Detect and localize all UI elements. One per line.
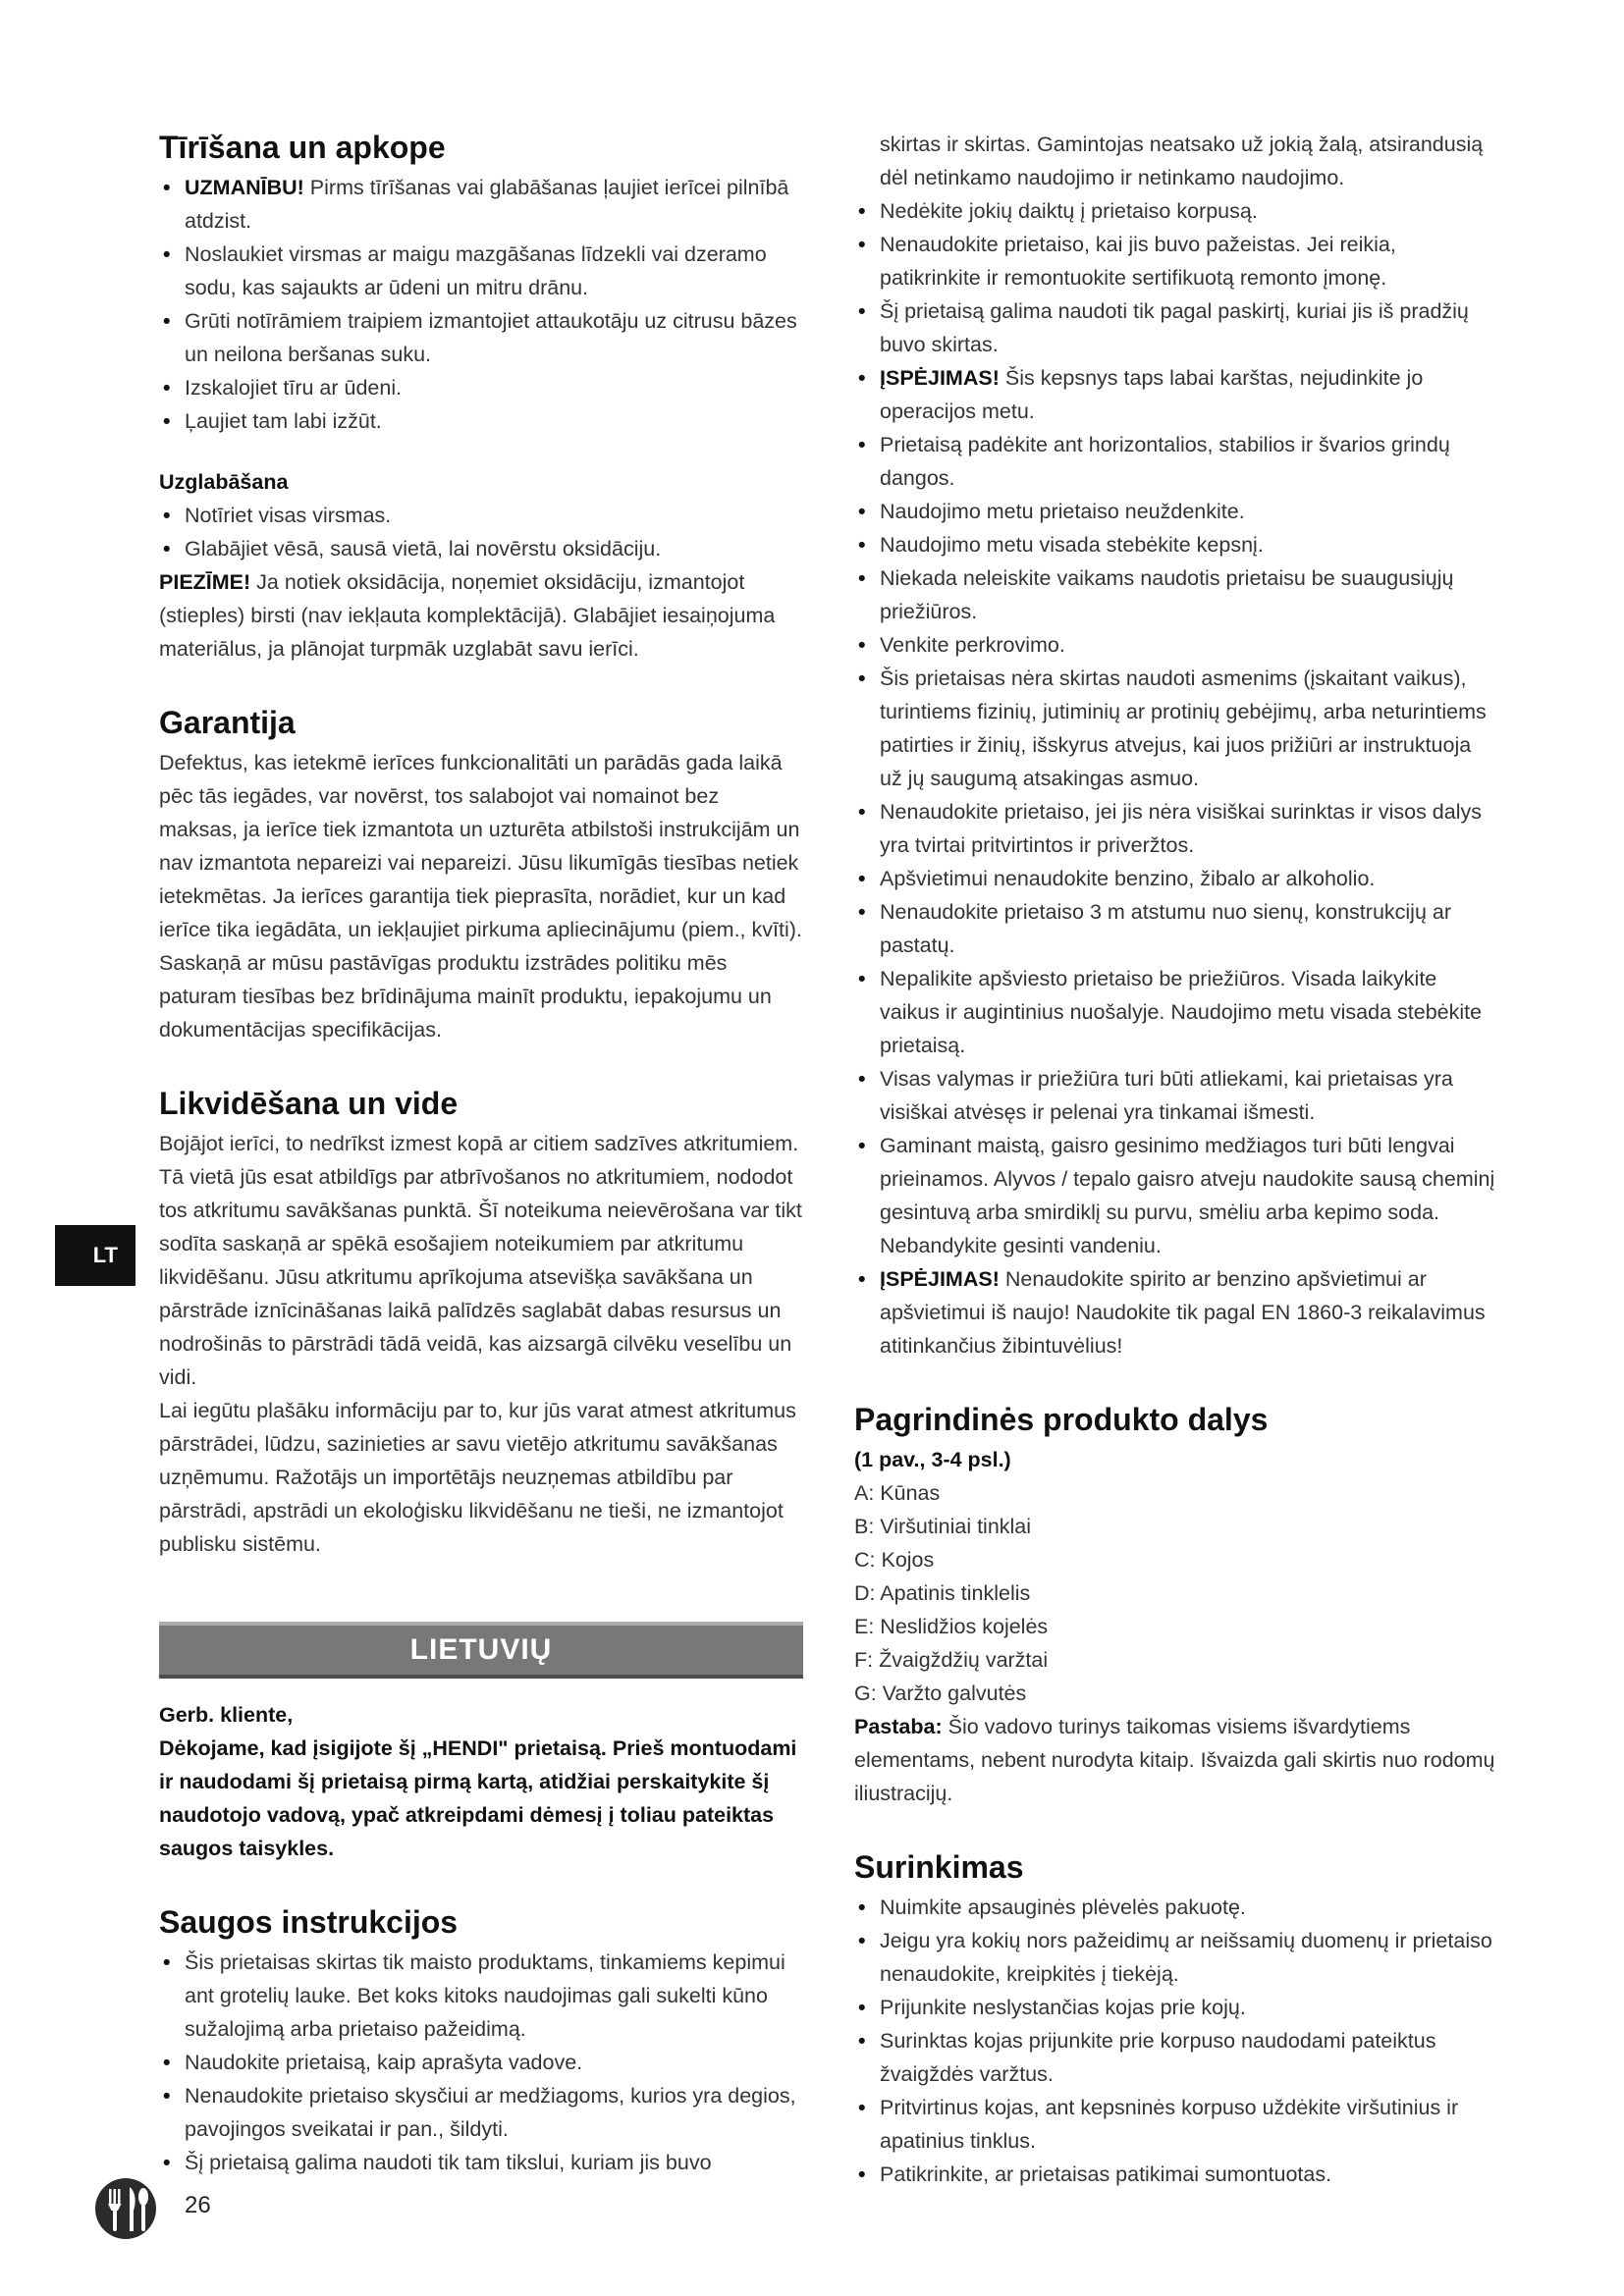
list-item: E: Neslidžios kojelės	[854, 1615, 1049, 1638]
right-column	[854, 128, 1498, 2191]
cutlery-icon	[94, 2177, 157, 2240]
list-item: • Visas valymas ir priežiūra turi būti atliekami, kai prietaisas yra visiškai atvėsęs ir pelenai yra tinkamai išmesti.	[854, 1062, 1498, 1129]
list-item: • ĮSPĖJIMAS! Šis kepsnys taps labai karštas, nejudinkite jo operacijos metu.	[854, 361, 1498, 428]
section-title-parts: Pagrindinės produkto dalys	[854, 1402, 1269, 1437]
list-item: • UZMANĪBU! Pirms tīrīšanas vai glabāšanas ļaujiet ierīcei pilnībā atdzist.	[159, 171, 803, 238]
parts-note: Pastaba: Šio vadovo turinys taikomas visiems išvardytiems elementams, nebent nurodyta kitaip. Išvaizda gali skirtis nuo rodomų iliustracijų.	[854, 1715, 1495, 1805]
section-title-warranty: Garantija	[159, 705, 296, 740]
assembly-list	[854, 1891, 1498, 2191]
list-item: • Nenaudokite prietaiso skysčiui ar medžiagoms, kurios yra degios, pavojingos sveikatai ir pan., šildyti.	[159, 2079, 803, 2146]
language-banner: LIETUVIŲ	[159, 1622, 803, 1679]
storage-note: PIEZĪME! Ja notiek oksidācija, noņemiet oksidāciju, izmantojot (stieples) birsti (nav iekļauta komplektācijā). Glabājiet iesaiņojuma materiālus, ja plānojat turpmāk uzglabāt savu ierīci.	[159, 570, 776, 661]
section-title-cleaning: Tīrīšana un apkope	[159, 130, 446, 165]
warranty-paragraph: Saskaņā ar mūsu pastāvīgas produktu izstrādes politiku mēs paturam tiesības bez brīdinājuma mainīt produktu, iepakojumu un dokumentācijas specifikācijas.	[159, 951, 772, 1041]
list-item: • Nuimkite apsauginės plėvelės pakuotę.	[854, 1891, 1498, 1924]
list-item: D: Apatinis tinklelis	[854, 1581, 1031, 1605]
list-item: • Šis prietaisas skirtas tik maisto produktams, tinkamiems kepimui ant grotelių lauke. Bet koks kitoks naudojimas gali sukelti kūno sužalojimą arba prietaiso pažeidimą.	[159, 1946, 803, 2046]
list-item: • Šį prietaisą galima naudoti tik pagal paskirtį, kuriai jis iš pradžių buvo skirtas.	[854, 294, 1498, 361]
list-item: F: Žvaigždžių varžtai	[854, 1648, 1049, 1672]
list-item: • Venkite perkrovimo.	[854, 628, 1498, 662]
list-item: G: Varžto galvutės	[854, 1682, 1027, 1705]
list-item: • Jeigu yra kokių nors pažeidimų ar neišsamių duomenų ir prietaiso nenaudokite, kreipkitės į tiekėją.	[854, 1924, 1498, 1991]
parts-list	[854, 1476, 1498, 1710]
list-item: • Nedėkite jokių daiktų į prietaiso korpusą.	[854, 194, 1498, 228]
safety-list-continued	[854, 194, 1498, 1362]
section-title-safety: Saugos instrukcijos	[159, 1904, 459, 1940]
left-column	[159, 128, 803, 2179]
list-item: • Šį prietaisą galima naudoti tik tam tikslui, kuriam jis buvo	[159, 2146, 803, 2179]
greeting: Gerb. kliente,	[159, 1703, 294, 1727]
disposal-paragraph: Bojājot ierīci, to nedrīkst izmest kopā ar citiem sadzīves atkritumiem. Tā vietā jūs esat atbildīgs par atbrīvošanos no atkritumiem, nododot tos atkritumu savākšanas punktā. Šī noteikuma neievērošana var tikt sodīta saskaņā ar spēkā esošajiem noteikumiem par atkritumu likvidēšanu. Jūsu atkritumu aprīkojuma atsevišķa savākšana un pārstrāde iznīcināšanas laikā palīdzēs saglabāt dabas resursus un nodrošinās to pārstrādi tādā veidā, kas aizsargā cilvēku veselību un vidi.	[159, 1132, 802, 1389]
list-item: • Noslaukiet virsmas ar maigu mazgāšanas līdzekli vai dzeramo sodu, kas sajaukts ar ūdeni un mitru drānu.	[159, 238, 803, 304]
list-item: • Notīriet visas virsmas.	[159, 499, 803, 532]
list-item: • Nenaudokite prietaiso, kai jis buvo pažeistas. Jei reikia, patikrinkite ir remontuokite sertifikuotą remonto įmonę.	[854, 228, 1498, 294]
section-title-assembly: Surinkimas	[854, 1849, 1024, 1885]
list-item: A: Kūnas	[854, 1481, 941, 1505]
list-item: • Patikrinkite, ar prietaisas patikimai sumontuotas.	[854, 2158, 1498, 2191]
list-item: • ĮSPĖJIMAS! Nenaudokite spirito ar benzino apšvietimui ar apšvietimui iš naujo! Naudokite tik pagal EN 1860-3 reikalavimus atitinkančius žibintuvėlius!	[854, 1262, 1498, 1362]
disposal-paragraph: Lai iegūtu plašāku informāciju par to, kur jūs varat atmest atkritumus pārstrādei, lūdzu, sazinieties ar savu vietējo atkritumu savākšanas uzņēmumu. Ražotājs un importētājs neuzņemas atbildību par pārstrādi, apstrādi un ekoloģisku likvidēšanu ne tieši, ne izmantojot publisku sistēmu.	[159, 1399, 796, 1556]
list-item: • Apšvietimui nenaudokite benzino, žibalo ar alkoholio.	[854, 862, 1498, 895]
section-title-disposal: Likvidēšana un vide	[159, 1086, 459, 1121]
list-item: • Grūti notīrāmiem traipiem izmantojiet attaukotāju uz citrusu bāzes un neilona beršanas suku.	[159, 304, 803, 371]
list-item: • Nenaudokite prietaiso 3 m atstumu nuo sienų, konstrukcijų ar pastatų.	[854, 895, 1498, 962]
list-item: • Izskalojiet tīru ar ūdeni.	[159, 371, 803, 404]
language-tab: LT	[55, 1225, 135, 1286]
warranty-paragraph: Defektus, kas ietekmē ierīces funkcionalitāti un parādās gada laikā pēc tās iegādes, var novērst, tos salabojot vai nomainot bez maksas, ja ierīce tiek izmantota un uzturēta atbilstoši instrukcijām un nav izmantota nepareizi vai nepareizi. Jūsu likumīgās tiesības netiek ietekmētas. Ja ierīces garantija tiek pieprasīta, norādiet, kur un kad ierīce tika iegādāta, un iekļaujiet pirkuma apliecinājumu (piem., kvīti).	[159, 751, 802, 941]
list-item: • Glabājiet vēsā, sausā vietā, lai novērstu oksidāciju.	[159, 532, 803, 565]
list-item: • Nepalikite apšviesto prietaiso be priežiūros. Visada laikykite vaikus ir augintinius nuošalyje. Naudojimo metu visada stebėkite prietaisą.	[854, 962, 1498, 1062]
safety-continuation: skirtas ir skirtas. Gamintojas neatsako už jokią žalą, atsirandusią dėl netinkamo naudojimo ir netinkamo naudojimo.	[880, 133, 1484, 189]
parts-subtitle: (1 pav., 3-4 psl.)	[854, 1448, 1011, 1471]
safety-list	[159, 1946, 803, 2179]
list-item: • Šis prietaisas nėra skirtas naudoti asmenims (įskaitant vaikus), turintiems fizinių, jutiminių ar protinių gebėjimų, arba neturintiems patirties ir žinių, išskyrus atvejus, kai juos prižiūri ar instruktuoja už jų saugumą atsakingas asmuo.	[854, 662, 1498, 795]
list-item: • Gaminant maistą, gaisro gesinimo medžiagos turi būti lengvai prieinamos. Alyvos / tepalo gaisro atveju naudokite sausą cheminį gesintuvą arba smirdiklį su purvu, smėliu arba kepimo soda. Nebandykite gesinti vandeniu.	[854, 1129, 1498, 1262]
list-item: • Ļaujiet tam labi izžūt.	[159, 404, 803, 438]
list-item: C: Kojos	[854, 1548, 935, 1572]
storage-list	[159, 499, 803, 565]
list-item: • Naudokite prietaisą, kaip aprašyta vadove.	[159, 2046, 803, 2079]
page-number: 26	[185, 2192, 211, 2218]
list-item: • Nenaudokite prietaiso, jei jis nėra visiškai surinktas ir visos dalys yra tvirtai pritvirtintos ir priveržtos.	[854, 795, 1498, 862]
cleaning-list	[159, 171, 803, 438]
subsection-title-storage: Uzglabāšana	[159, 470, 289, 494]
list-item: • Surinktas kojas prijunkite prie korpuso naudodami pateiktus žvaigždės varžtus.	[854, 2024, 1498, 2091]
intro-paragraph: Dėkojame, kad įsigijote šį „HENDI" prietaisą. Prieš montuodami ir naudodami šį prietaisą pirmą kartą, atidžiai perskaitykite šį naudotojo vadovą, ypač atkreipdami dėmesį į toliau pateiktas saugos taisykles.	[159, 1736, 797, 1860]
list-item: • Prijunkite neslystančias kojas prie kojų.	[854, 1991, 1498, 2024]
list-item: • Naudojimo metu visada stebėkite kepsnį.	[854, 528, 1498, 561]
list-item: • Naudojimo metu prietaiso neuždenkite.	[854, 495, 1498, 528]
list-item: • Prietaisą padėkite ant horizontalios, stabilios ir švarios grindų dangos.	[854, 428, 1498, 495]
list-item: • Pritvirtinus kojas, ant kepsninės korpuso uždėkite viršutinius ir apatinius tinklus.	[854, 2091, 1498, 2158]
list-item: B: Viršutiniai tinklai	[854, 1515, 1032, 1538]
list-item: • Niekada neleiskite vaikams naudotis prietaisu be suaugusiųjų priežiūros.	[854, 561, 1498, 628]
